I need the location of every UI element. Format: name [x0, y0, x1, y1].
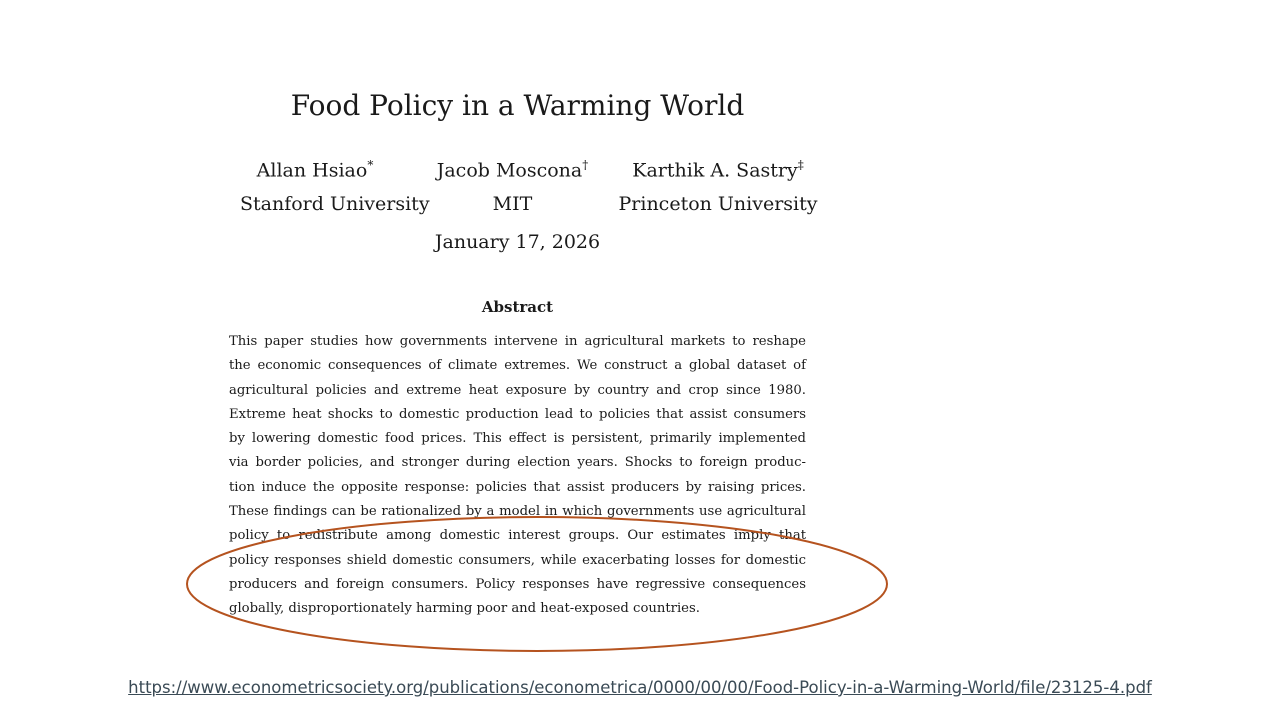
paper-date: January 17, 2026: [434, 231, 601, 253]
abstract-line: policy responses shield domestic consumers, while exacerbating losses for domestic: [229, 552, 806, 568]
author-affiliation: MIT: [492, 193, 533, 216]
abstract-line: by lowering domestic food prices. This effect is persistent, primarily implemented: [229, 431, 806, 447]
abstract-line: This paper studies how governments intervene in agricultural markets to reshape: [229, 334, 806, 349]
author-footnote-mark: †: [582, 158, 589, 172]
author-footnote-mark: ‡: [797, 158, 804, 172]
paper-title: Food Policy in a Warming World: [290, 89, 745, 122]
author-block-3: [618, 148, 818, 221]
abstract-line: tion induce the opposite response: policies that assist producers by raising prices.: [229, 479, 806, 495]
abstract-line: globally, disproportionately harming poor and heat-exposed countries.: [229, 601, 700, 617]
abstract-heading: Abstract: [481, 298, 554, 316]
abstract-line: Extreme heat shocks to domestic production lead to policies that assist consumers: [229, 406, 806, 422]
abstract-line: the economic consequences of climate extremes. We construct a global dataset of: [229, 358, 806, 374]
author-name: Karthik A. Sastry‡: [632, 158, 804, 182]
author-footnote-mark: *: [367, 158, 374, 172]
author-name: Allan Hsiao*: [256, 158, 374, 182]
abstract-line: These findings can be rationalized by a model in which governments use agricultural: [229, 504, 806, 520]
abstract-line: policy to redistribute among domestic interest groups. Our estimates imply that: [229, 528, 806, 544]
author-name: Jacob Moscona†: [436, 158, 589, 182]
abstract-line: via border policies, and stronger during election years. Shocks to foreign produc-: [229, 455, 806, 471]
abstract-line: producers and foreign consumers. Policy responses have regressive consequences: [229, 576, 806, 592]
author-block-1: [240, 148, 430, 221]
author-block-2: [430, 148, 595, 221]
abstract-line: agricultural policies and extreme heat exposure by country and crop since 1980.: [229, 382, 806, 398]
source-link[interactable]: https://www.econometricsociety.org/publications/econometrica/0000/00/00/Food-Policy-in-a-Warming-World/file/23125-4.pdf: [128, 678, 1152, 697]
abstract-body: [229, 330, 806, 622]
author-affiliation: Stanford University: [240, 193, 430, 216]
author-affiliation: Princeton University: [618, 193, 818, 216]
